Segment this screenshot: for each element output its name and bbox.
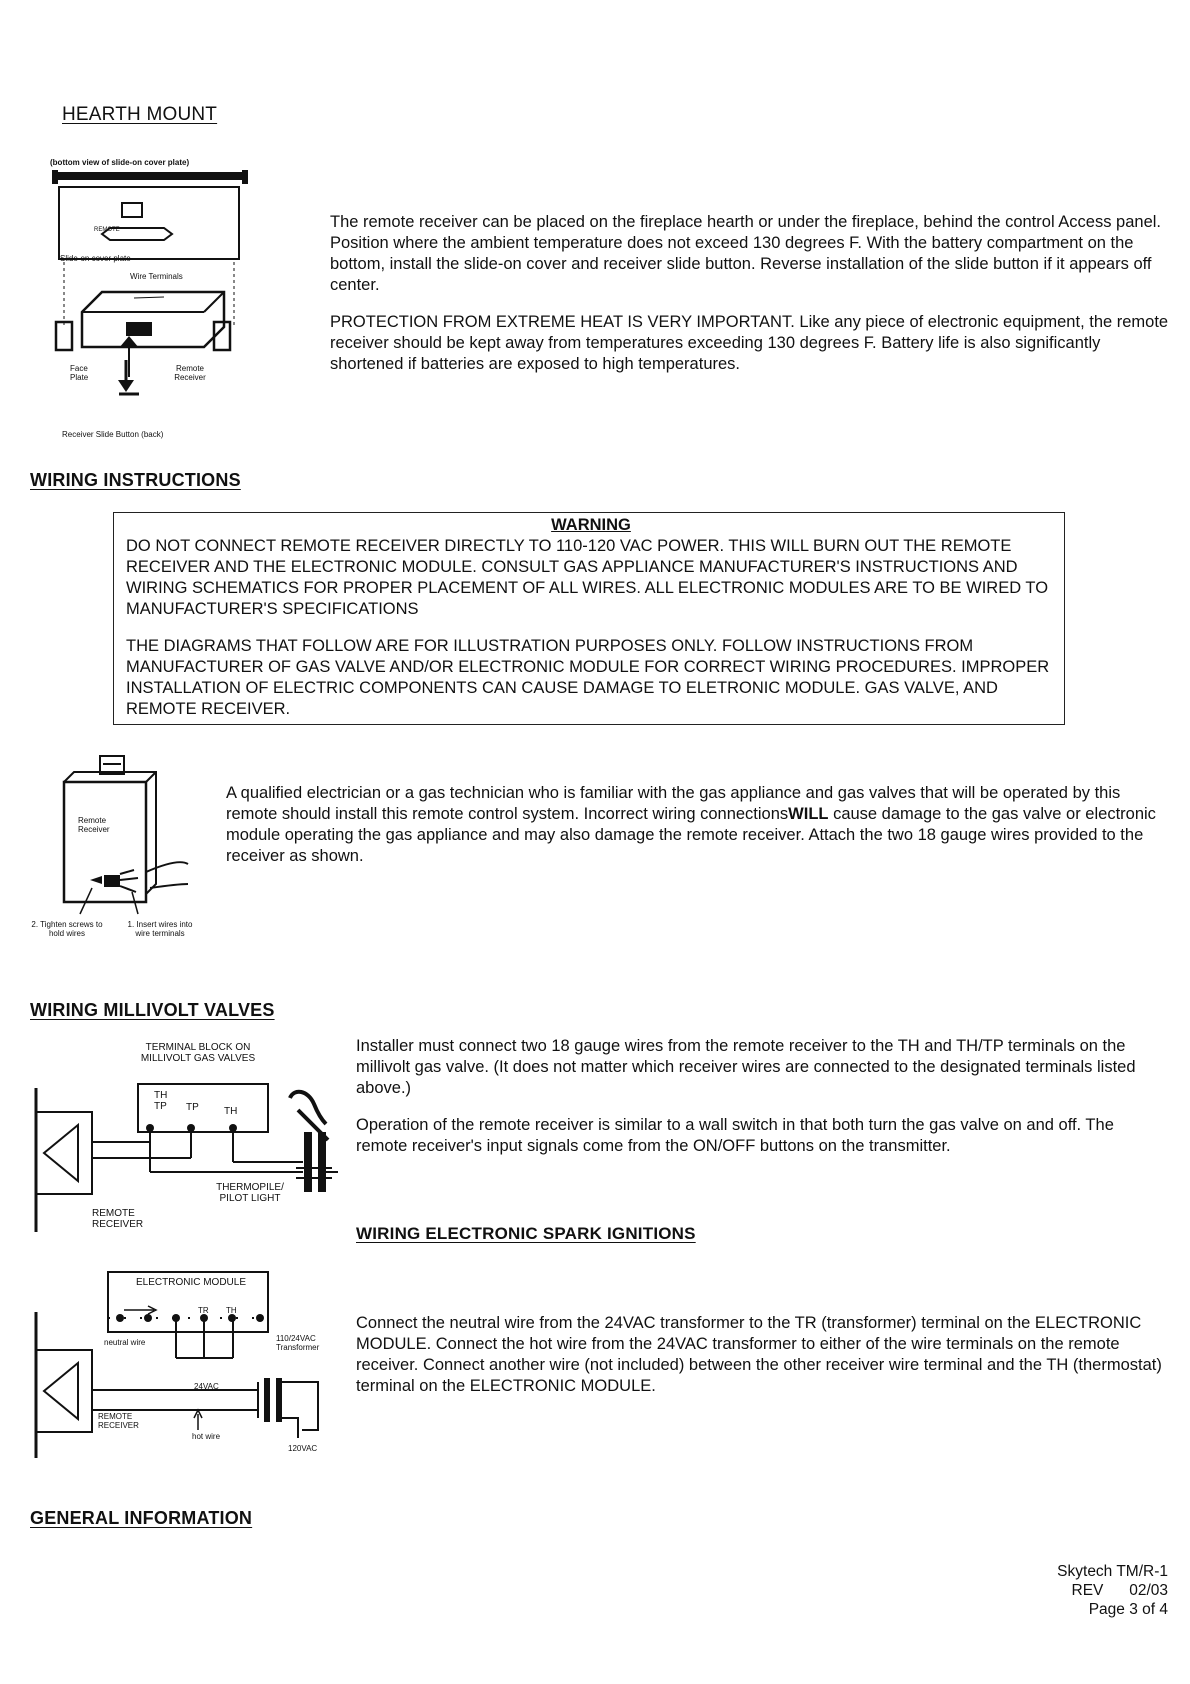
spark-th-label: TH [226,1306,237,1315]
face-plate-label: Face Plate [70,364,89,382]
120vac-label: 120VAC [288,1444,318,1453]
module-label: ELECTRONIC MODULE [135,1277,246,1288]
transformer-label: 110/24VAC Transformer [276,1334,320,1352]
millivolt-paragraph-1: Installer must connect two 18 gauge wires from the remote receiver to the TH and TH/TP terminals on the millivolt gas valve. (It does not matter which receiver wires are connected to the designated terminals listed above.) [356,1037,1136,1097]
footer-revision: REV 02/03 [1071,1582,1168,1599]
neutral-wire-label: neutral wire [104,1338,146,1347]
millivolt-drawing [28,1040,348,1240]
terminal-block-label: TERMINAL BLOCK ON MILLIVOLT GAS VALVES [140,1042,256,1064]
hearth-mount-drawing [44,152,284,442]
footer-page-number: Page 3 of 4 [1088,1601,1168,1618]
millivolt-text [356,1036,1168,1157]
slide-plate-label: Slide-on cover plate [60,254,131,263]
receiver-body-label: Remote Receiver [78,816,110,834]
th-tp-terminal-label: TH TP [154,1090,168,1112]
hearth-paragraph-3: PROTECTION FROM EXTREME HEAT IS VERY IMPORTANT. Like any piece of electronic equipment, the remote receiver should be kept away from temperatures exceeding 130 degrees F. Battery life is also significantly shortened if batteries are exposed to high temperatures. [330,313,1169,373]
wiring-instructions-heading: WIRING INSTRUCTIONS [30,470,241,490]
millivolt-paragraph-2: Operation of the remote receiver is similar to a wall switch in that both turn the gas valve on and off. The remote receiver's input signals come from the ON/OFF buttons on the transmitter. [356,1116,1114,1155]
will-emphasis: WILL [788,805,829,823]
spark-heading: WIRING ELECTRONIC SPARK IGNITIONS [356,1224,696,1243]
hearth-paragraph-1: The remote receiver can be placed on the fireplace hearth or under the fireplace, behind the control Access panel. [330,213,1162,231]
insert-wires-label: 1. Insert wires into wire terminals [127,920,193,938]
millivolt-heading: WIRING MILLIVOLT VALVES [30,1000,275,1020]
hearth-mount-text [330,212,1170,375]
general-information-heading: GENERAL INFORMATION [30,1508,253,1528]
slide-button-label: Receiver Slide Button (back) [62,430,164,439]
spark-drawing [28,1270,348,1460]
receiver-wiring-diagram [28,754,208,944]
warning-title: WARNING [551,516,631,534]
bottom-view-label: (bottom view of slide-on cover plate) [50,158,190,167]
tr-label: TR [198,1306,209,1315]
electrician-text-part-2: cause damage to the gas valve or electronic module operating the gas appliance and may also damage the remote receiver. Attach the two 18 gauge wires provided to the receiver as shown. [226,805,1156,865]
remote-plate-label: REMOTE [94,227,120,233]
page-footer [968,1562,1168,1619]
spark-paragraph: Connect the neutral wire from the 24VAC transformer to the TR (transformer) terminal on the ELECTRONIC MODULE. Connect the hot wire from the 24VAC transformer to either of the wire terminals on the remote receiver. Connect another wire (not included) between the other receiver wire terminal and the TH (thermostat) terminal on the ELECTRONIC MODULE. [356,1314,1162,1395]
remote-receiver-label: Remote Receiver [174,364,206,382]
hearth-mount-heading: HEARTH MOUNT [62,104,218,125]
millivolt-receiver-label: REMOTE RECEIVER [92,1208,144,1230]
electrician-text-part-1: A qualified electrician or a gas technician who is familiar with the gas appliance and gas valves that will be operated by this remote should install this remote control system. Incorrect wiring connections [226,784,1121,823]
spark-diagram [28,1270,348,1460]
footer-model: Skytech TM/R-1 [1057,1563,1168,1580]
warning-paragraph-2: THE DIAGRAMS THAT FOLLOW ARE FOR ILLUSTRATION PURPOSES ONLY. FOLLOW INSTRUCTIONS FROM MANUFACTURER OF GAS VALVE AND/OR ELECTRONIC MODULE FOR CORRECT WIRING PROCEDURES. IMPROPER INSTALLATION OF ELECTRIC COMPONENTS CAN CAUSE DAMAGE TO ELETRONIC MODULE. GAS VALVE, AND REMOTE RECEIVER. [126,637,1050,718]
warning-box [113,512,1065,725]
tp-terminal-label: TP [186,1102,199,1113]
tighten-screws-label: 2. Tighten screws to hold wires [31,920,103,938]
thermopile-label: THERMOPILE/ PILOT LIGHT [216,1182,284,1204]
warning-paragraph-1: DO NOT CONNECT REMOTE RECEIVER DIRECTLY TO 110-120 VAC POWER. THIS WILL BURN OUT THE REMOTE RECEIVER AND THE ELECTRONIC MODULE. CONSULT GAS APPLIANCE MANUFACTURER'S INSTRUCTIONS AND WIRING SCHEMATICS FOR PROPER PLACEMENT OF ALL WIRES. ALL ELECTRONIC MODULES ARE TO BE WIRED TO MANUFACTURER'S SPECIFICATIONS [126,537,1049,618]
receiver-drawing [28,754,208,944]
th-terminal-label: TH [224,1106,238,1117]
spark-receiver-label: REMOTE RECEIVER [98,1412,139,1430]
24vac-label: 24VAC [194,1382,219,1391]
hearth-mount-diagram [44,152,284,442]
hearth-paragraph-2: Position where the ambient temperature does not exceed 130 degrees F. With the battery compartment on the bottom, install the slide-on cover and receiver slide button. Reverse installation of the slide button if it appears off center. [330,234,1152,294]
qualified-electrician-paragraph [226,783,1162,867]
millivolt-diagram [28,1040,348,1240]
wire-terminals-label: Wire Terminals [130,272,183,281]
hot-wire-label: hot wire [192,1432,221,1441]
